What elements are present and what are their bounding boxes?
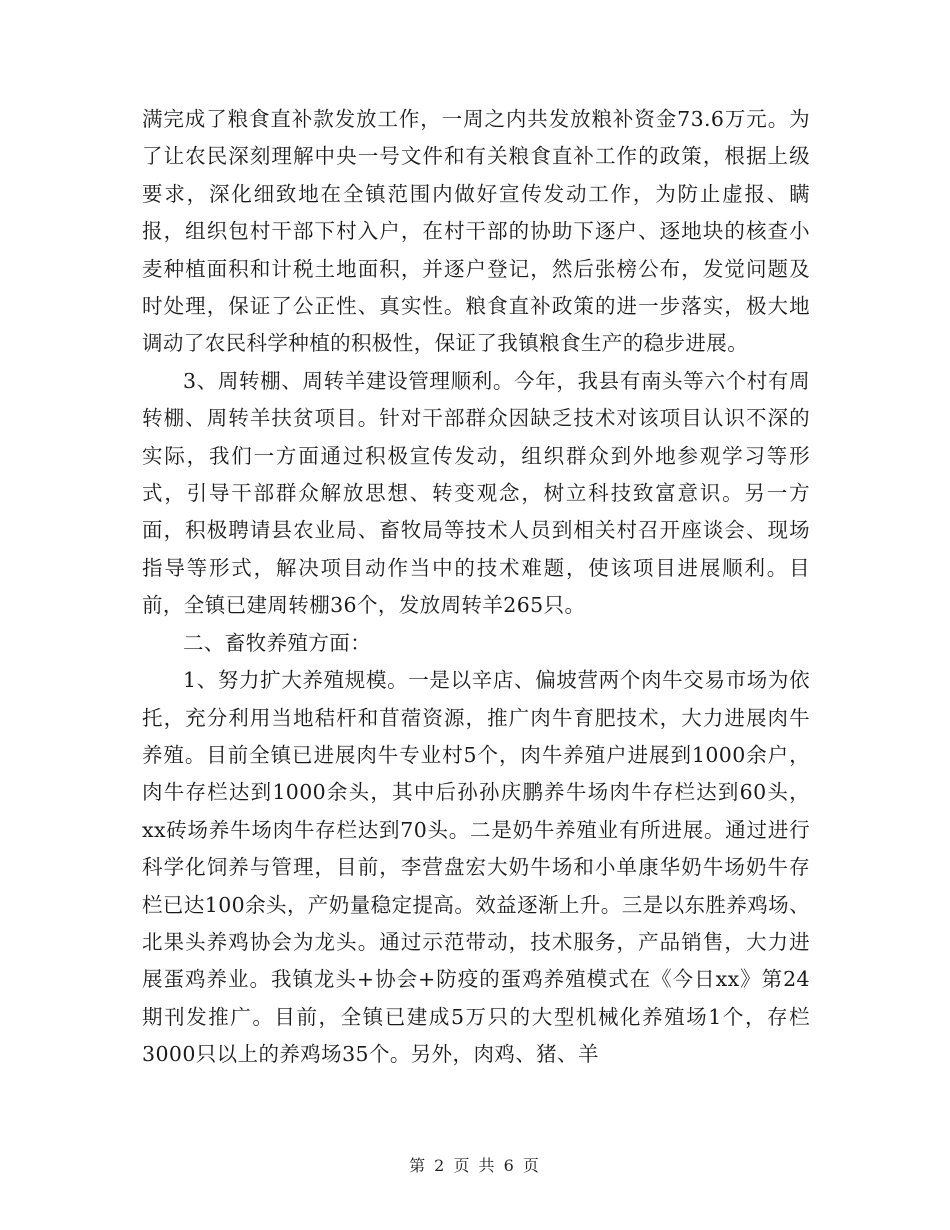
paragraph-grain-subsidy: 满完成了粮食直补款发放工作，一周之内共发放粮补资金73.6万元。为了让农民深刻理解中央一号文件和有关粮食直补工作的政策，根据上级要求，深化细致地在全镇范围内做好宣传发动工作，为防止虚报、瞒报，组织包村干部下村入户，在村干部的协助下逐户、逐地块的核查小麦种植面积和计税土地面积，并逐户登记，然后张榜公布，发觉问题及时处理，保证了公正性、真实性。粮食直补政策的进一步落实，极大地调动了农民科学种植的积极性，保证了我镇粮食生产的稳步进展。 (142, 107, 810, 356)
section-heading-livestock: 二、畜牧养殖方面： (183, 630, 372, 655)
document-body (142, 101, 810, 1074)
paragraph-turnover-shed: 3、周转棚、周转羊建设管理顺利。今年，我县有南头等六个村有周转棚、周转羊扶贫项目。针对干部群众因缺乏技术对该项目认识不深的实际，我们一方面通过积极宣传发动，组织群众到外地参观学习等形式，引导干部群众解放思想、转变观念，树立科技致富意识。另一方面，积极聘请县农业局、畜牧局等技术人员到相关村召开座谈会、现场指导等形式，解决项目动作当中的技术难题，使该项目进展顺利。目前，全镇已建周转棚36个，发放周转羊265只。 (142, 368, 810, 618)
page-number-footer: 第 2 页 共 6 页 (409, 1156, 541, 1175)
paragraph-breeding-scale: 1、努力扩大养殖规模。一是以辛店、偏坡营两个肉牛交易市场为依托，充分利用当地秸杆和苜蓿资源，推广肉牛育肥技术，大力进展肉牛养殖。目前全镇已进展肉牛专业村5个，肉牛养殖户进展到1000余户，肉牛存栏达到1000余头，其中后孙孙庆鹏养牛场肉牛存栏达到60头，xx砖场养牛场肉牛存栏达到70头。二是奶牛养殖业有所进展。通过进行科学化饲养与管理，目前，李营盘宏大奶牛场和小单康华奶牛场奶牛存栏已达100余头，产奶量稳定提高。效益逐渐上升。三是以东胜养鸡场、北果头养鸡协会为龙头。通过示范带动，技术服务，产品销售，大力进展蛋鸡养业。我镇龙头+协会+防疫的蛋鸡养殖模式在《今日xx》第24期刊发推广。目前，全镇已建成5万只的大型机械化养殖场1个，存栏3000只以上的养鸡场35个。另外，肉鸡、猪、羊 (142, 668, 810, 1067)
